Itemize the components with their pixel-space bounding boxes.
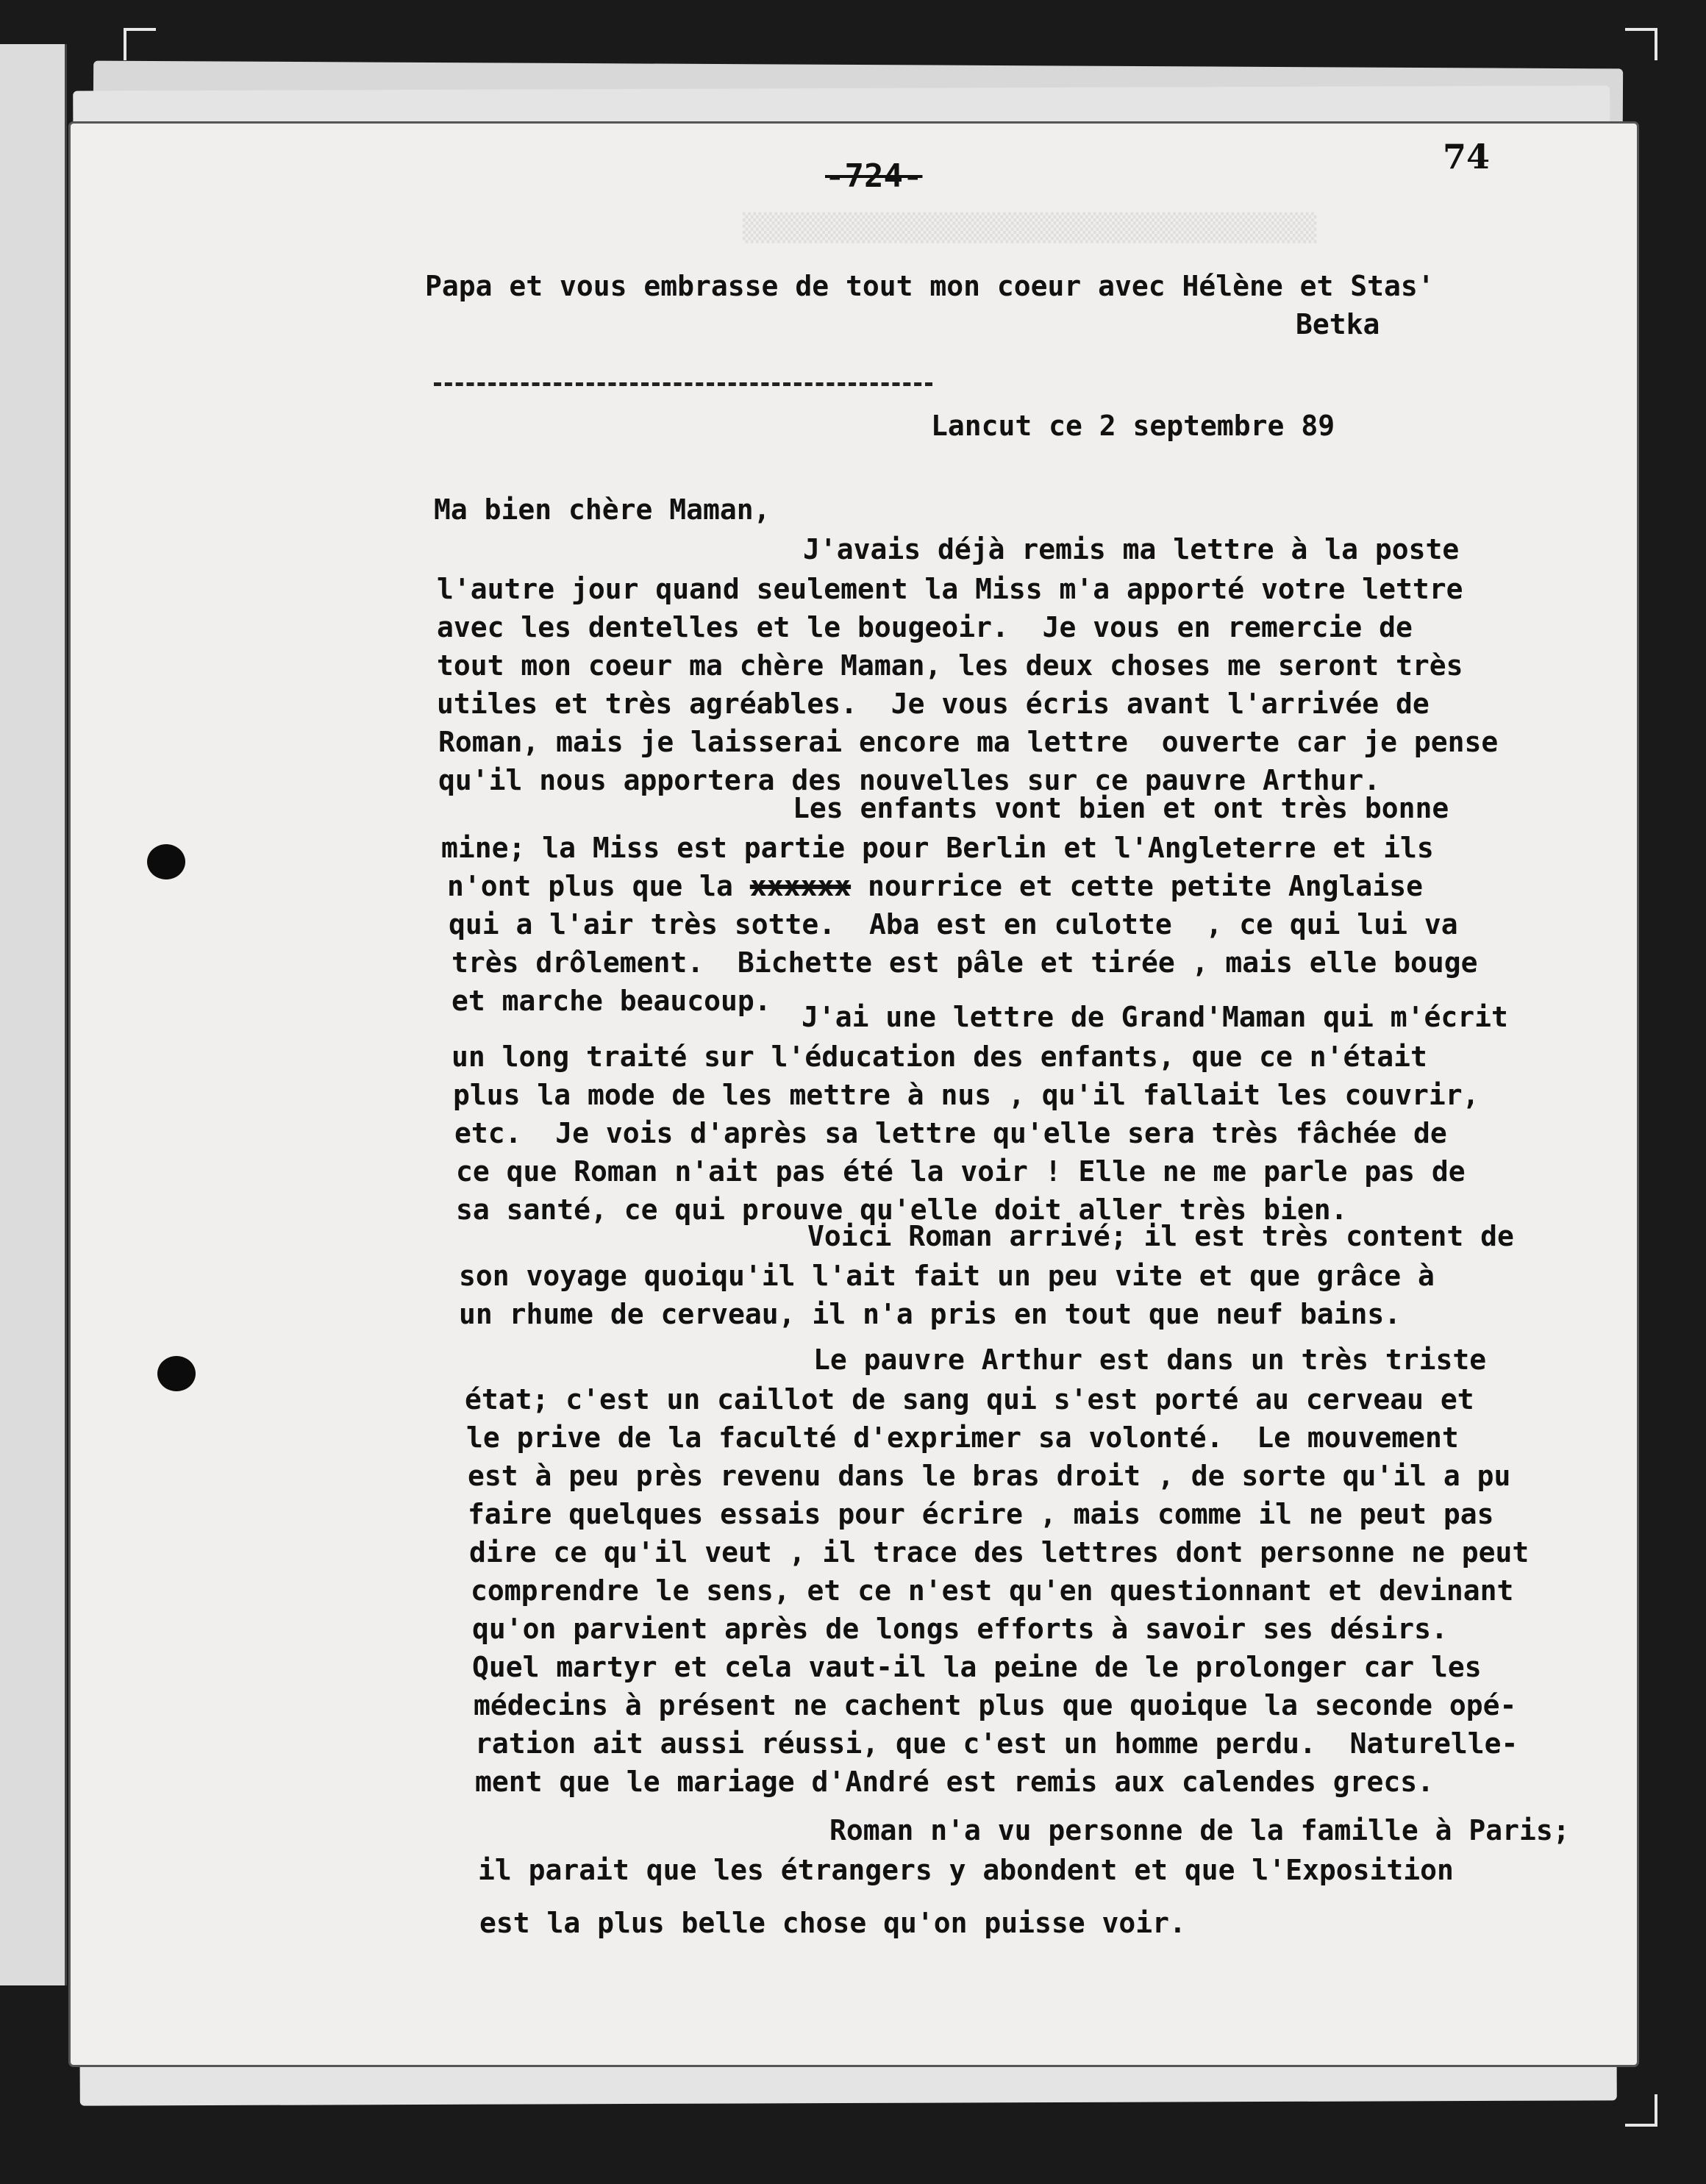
- struck-word: xxxxxx: [749, 870, 852, 902]
- letter-line: Roman, mais je laisserai encore ma lettre ouverte car je pense: [438, 726, 1499, 758]
- letter-line: tout mon coeur ma chère Maman, les deux choses me seront très: [437, 649, 1463, 682]
- letter-line-part: le prive de la faculté d'exprimer sa: [466, 1421, 1089, 1454]
- letter-line: utiles et très agréables. Je vous écris avant l'arrivée de: [437, 688, 1430, 720]
- letter-line: [447, 872, 1423, 900]
- letter-line: et marche beaucoup.: [452, 985, 771, 1017]
- adjacent-page-edge: [0, 44, 67, 1985]
- letter-line: plus la mode de les mettre à nus , qu'il fallait les couvrir,: [453, 1079, 1480, 1111]
- signature: Betka: [1296, 308, 1380, 340]
- letter-line: Quel martyr et cela vaut-il la peine de le prolonger car les: [472, 1651, 1482, 1683]
- letter-line: mine; la Miss est partie pour Berlin et l'Angleterre et ils: [441, 832, 1434, 864]
- crop-mark: [1625, 2094, 1657, 2127]
- letter-line: état; c'est un caillot de sang qui s'est porté au cerveau et: [465, 1383, 1474, 1416]
- letter-line: est à peu près revenu dans le bras droit , de sorte qu'il a pu: [468, 1460, 1511, 1492]
- letter-line: Roman n'a vu personne de la famille à Paris;: [829, 1814, 1570, 1846]
- punch-hole: [157, 1356, 196, 1391]
- place-date: Lancut ce 2 septembre 89: [931, 410, 1335, 442]
- letter-line: J'avais déjà remis ma lettre à la poste: [803, 533, 1460, 565]
- letter-line: [466, 1421, 1459, 1454]
- letter-line: avec les dentelles et le bougeoir. Je vous en remercie de: [437, 611, 1413, 643]
- letter-line: dire ce qu'il veut , il trace des lettres dont personne ne peut: [469, 1536, 1530, 1569]
- letter-line: il parait que les étrangers y abondent et que l'Exposition: [478, 1854, 1454, 1886]
- letter-line: qui a l'air très sotte. Aba est en culotte , ce qui lui va: [449, 908, 1458, 941]
- letter-line: un long traité sur l'éducation des enfants, que ce n'était: [452, 1041, 1427, 1073]
- letter-line: ration ait aussi réussi, que c'est un homme perdu. Naturelle-: [475, 1727, 1518, 1760]
- separator-rule: [434, 382, 932, 386]
- letter-line: qu'il nous apportera des nouvelles sur ce pauvre Arthur.: [438, 764, 1381, 796]
- page-number-struck: -724-: [825, 157, 923, 195]
- letter-line: est la plus belle chose qu'on puisse voir.: [479, 1907, 1186, 1939]
- letter-line-part: n'ont plus que la: [447, 870, 750, 902]
- letter-line: Voici Roman arrivé; il est très content de: [807, 1220, 1514, 1252]
- letter-line: etc. Je vois d'après sa lettre qu'elle sera très fâchée de: [454, 1117, 1447, 1149]
- letter-line: comprendre le sens, et ce n'est qu'en questionnant et devinant: [471, 1574, 1514, 1607]
- letter-line: son voyage quoiqu'il l'ait fait un peu vite et que grâce à: [459, 1260, 1435, 1292]
- letter-line: ment que le mariage d'André est remis aux calendes grecs.: [475, 1766, 1435, 1798]
- letter-line: Le pauvre Arthur est dans un très triste: [813, 1343, 1487, 1376]
- crop-mark: [124, 28, 156, 60]
- letter-line: Les enfants vont bien et ont très bonne: [793, 792, 1449, 824]
- letter-line: qu'on parvient après de longs efforts à savoir ses désirs.: [472, 1613, 1448, 1645]
- bleed-through: ▒▒▒▒▒▒▒▒▒▒▒▒▒▒▒▒▒▒▒▒▒▒▒▒▒▒▒▒▒▒▒▒▒▒▒▒: [743, 213, 1317, 243]
- crop-mark: [1625, 28, 1657, 60]
- letter-line-part: volonté. Le mouvement: [1088, 1421, 1459, 1454]
- letter-line-part: nourrice et cette petite Anglaise: [851, 870, 1423, 902]
- letter-line: sa santé, ce qui prouve qu'elle doit aller très bien.: [456, 1193, 1348, 1226]
- salutation: Ma bien chère Maman,: [434, 493, 771, 526]
- letter-line: ce que Roman n'ait pas été la voir ! Elle ne me parle pas de: [456, 1155, 1466, 1188]
- page-number-handwritten: 74: [1443, 137, 1491, 176]
- closing-line: Papa et vous embrasse de tout mon coeur avec Hélène et Stas': [425, 270, 1435, 302]
- letter-line: J'ai une lettre de Grand'Maman qui m'écrit: [802, 1001, 1508, 1033]
- letter-line: médecins à présent ne cachent plus que quoique la seconde opé-: [474, 1689, 1517, 1721]
- punch-hole: [147, 844, 185, 879]
- letter-line: l'autre jour quand seulement la Miss m'a apporté votre lettre: [437, 573, 1463, 605]
- letter-line: un rhume de cerveau, il n'a pris en tout que neuf bains.: [459, 1298, 1402, 1330]
- letter-line: faire quelques essais pour écrire , mais comme il ne peut pas: [468, 1498, 1494, 1530]
- letter-line: très drôlement. Bichette est pâle et tirée , mais elle bouge: [452, 946, 1478, 979]
